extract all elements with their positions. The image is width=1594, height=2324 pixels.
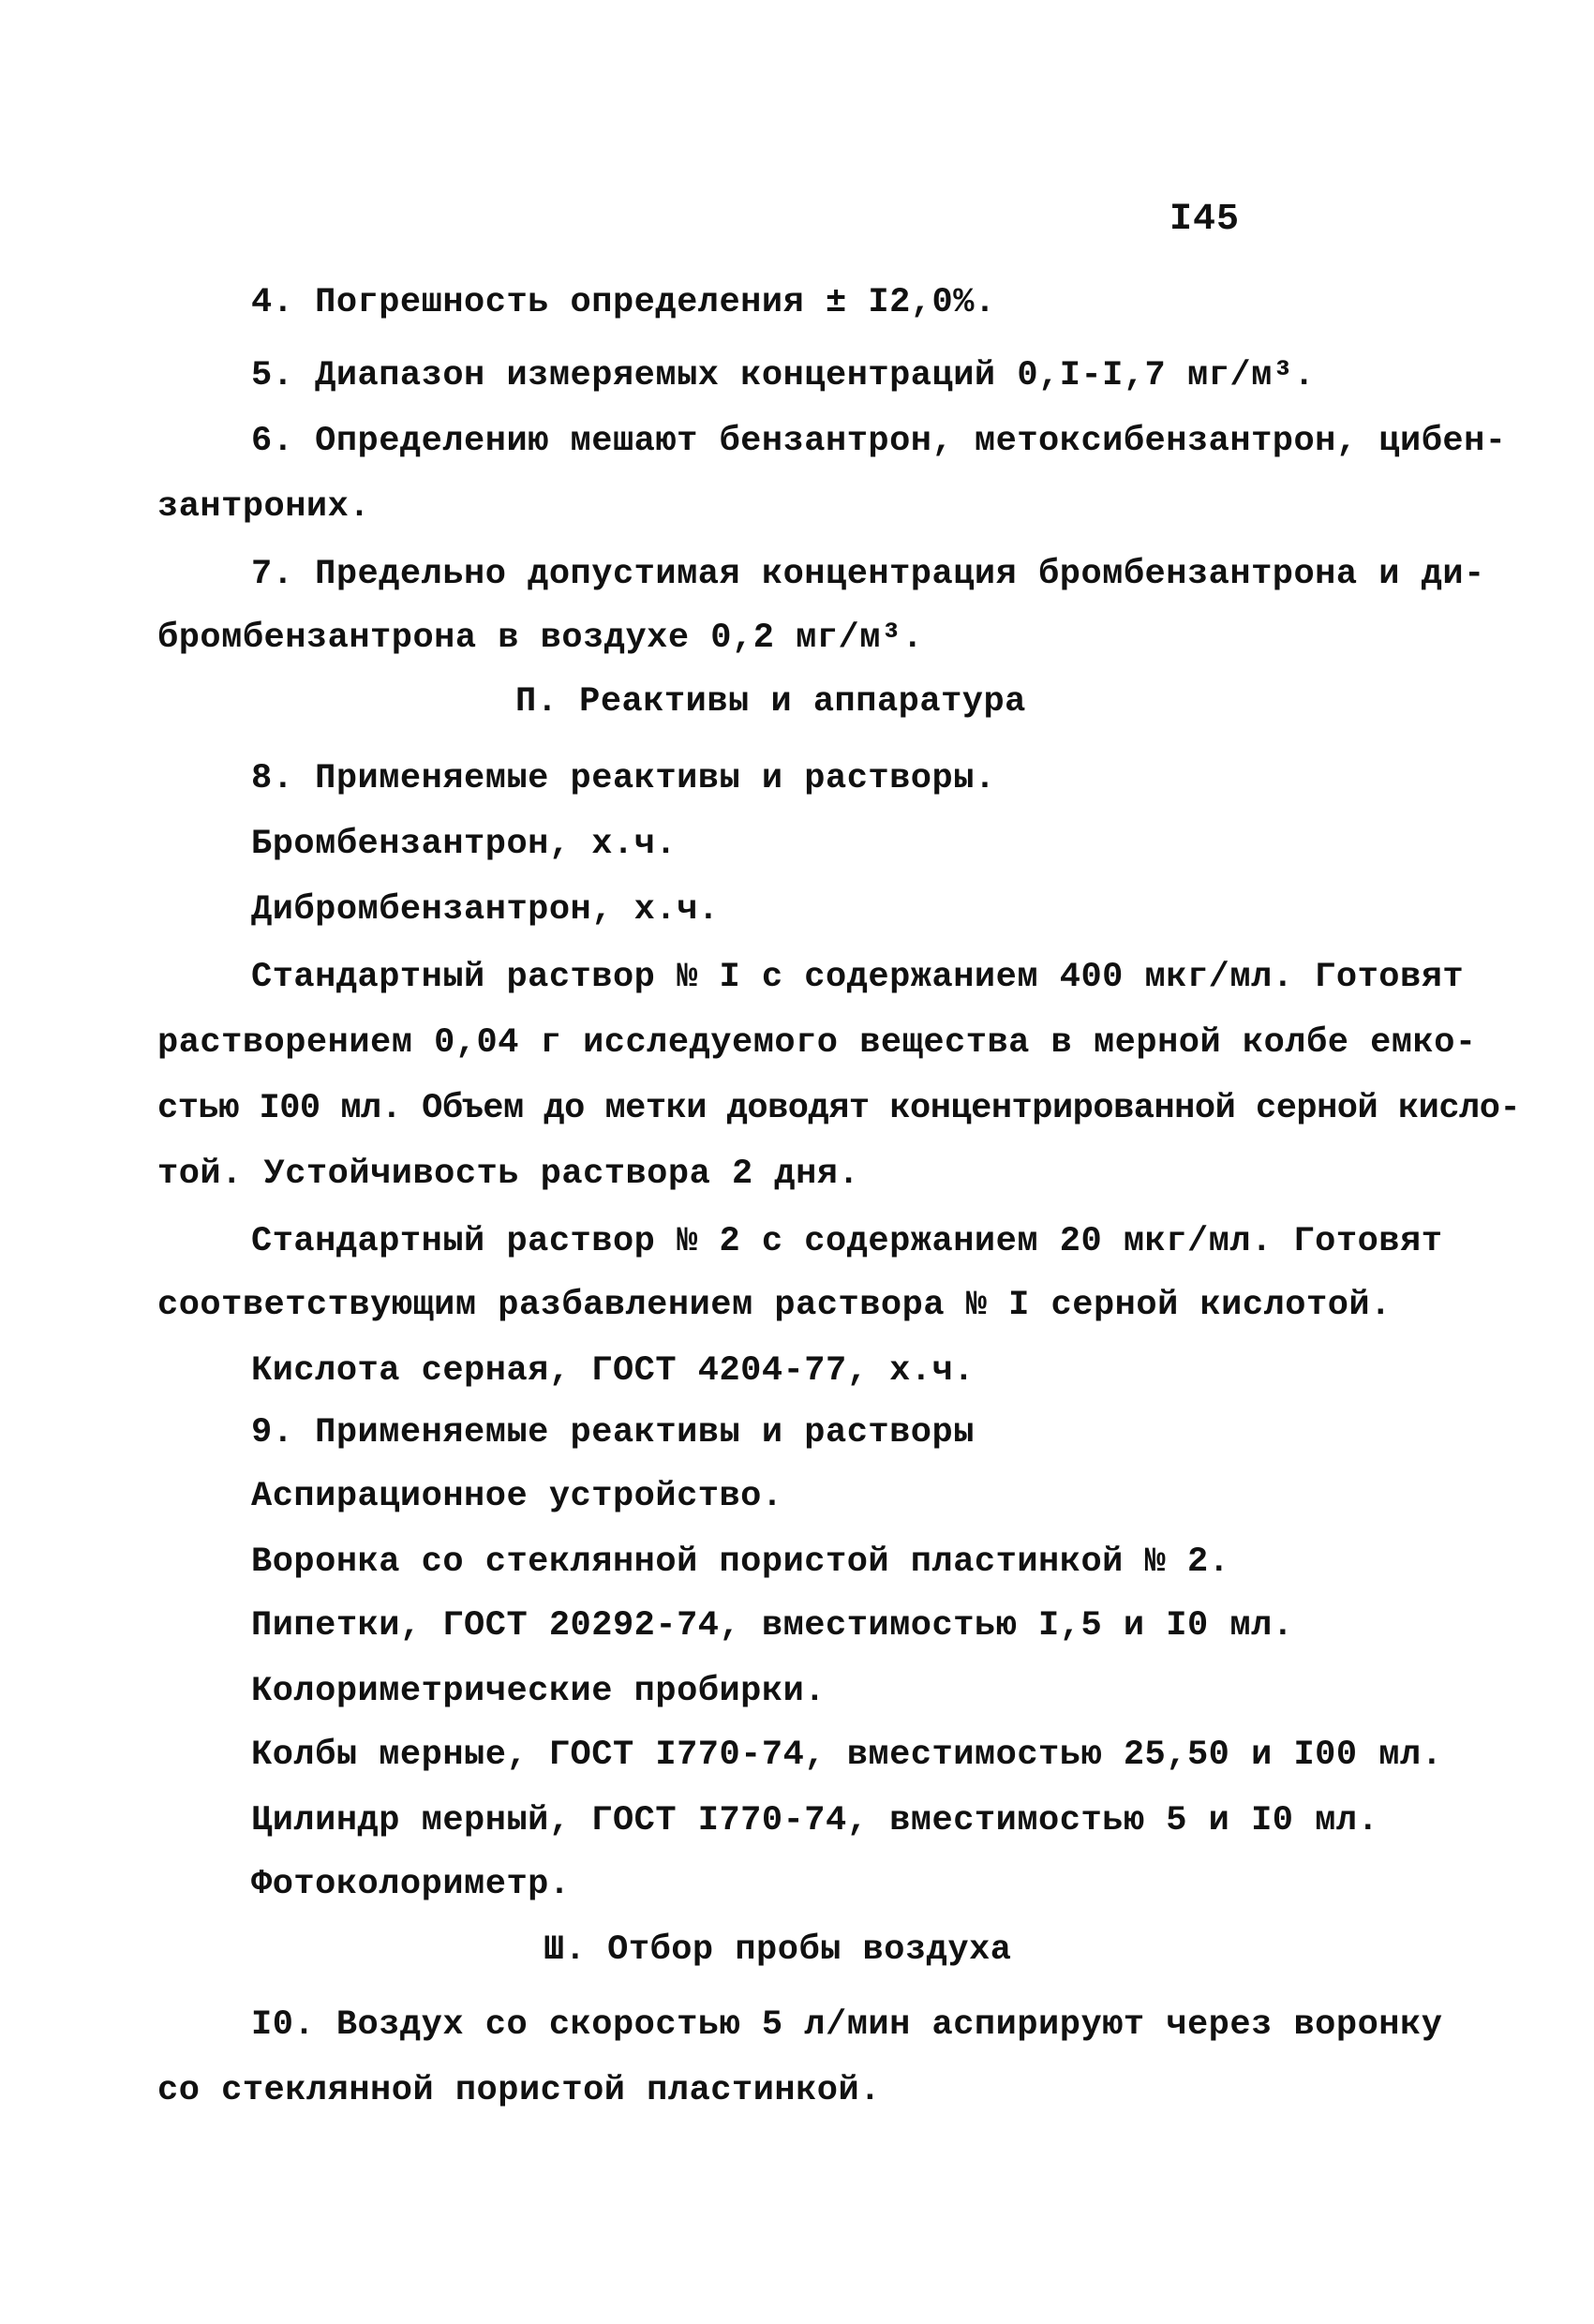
item-9: 9. Применяемые реактивы и растворы xyxy=(251,1413,975,1452)
section-2-heading: П. Реактивы и аппаратура xyxy=(515,682,1026,722)
equipment-test-tubes: Колориметрические пробирки. xyxy=(251,1672,826,1711)
solution-1-line-1: Стандартный раствор № I с содержанием 400 мкг/мл. Готовят xyxy=(251,958,1465,997)
solution-1-line-3: стью I00 мл. Объем до метки доводят концентрированной серной кисло- xyxy=(157,1089,1521,1128)
solution-1-line-4: той. Устойчивость раствора 2 дня. xyxy=(157,1155,860,1194)
equipment-flasks: Колбы мерные, ГОСТ I770-74, вместимостью 25,50 и I00 мл. xyxy=(251,1736,1443,1775)
item-6-line-2: зантроних. xyxy=(157,487,371,527)
item-10-line-1: I0. Воздух со скоростью 5 л/мин аспирируют через воронку xyxy=(251,2005,1443,2045)
section-3-heading: Ш. Отбор пробы воздуха xyxy=(544,1930,1012,1970)
item-8: 8. Применяемые реактивы и растворы. xyxy=(251,759,996,798)
item-4: 4. Погрешность определения ± I2,0%. xyxy=(251,283,996,322)
item-7-line-2: бромбензантрона в воздухе 0,2 мг/м³. xyxy=(157,618,924,658)
solution-2-line-1: Стандартный раствор № 2 с содержанием 20 мкг/мл. Готовят xyxy=(251,1222,1443,1261)
item-10-line-2: со стеклянной пористой пластинкой. xyxy=(157,2071,881,2110)
page-number: I45 xyxy=(1169,199,1241,241)
item-7-line-1: 7. Предельно допустимая концентрация бромбензантрона и ди- xyxy=(251,555,1485,594)
reagent-bromobenzanthrone: Бромбензантрон, х.ч. xyxy=(251,825,678,864)
equipment-funnel: Воронка со стеклянной пористой пластинкой № 2. xyxy=(251,1542,1230,1582)
reagent-dibromobenzanthrone: Дибромбензантрон, х.ч. xyxy=(251,890,720,930)
equipment-aspiration-device: Аспирационное устройство. xyxy=(251,1477,783,1516)
equipment-photocolorimeter: Фотоколориметр. xyxy=(251,1865,571,1904)
item-5: 5. Диапазон измеряемых концентраций 0,I-I,7 мг/м³. xyxy=(251,356,1316,395)
item-6-line-1: 6. Определению мешают бензантрон, метоксибензантрон, цибен- xyxy=(251,422,1507,461)
equipment-pipettes: Пипетки, ГОСТ 20292-74, вместимостью I,5 и I0 мл. xyxy=(251,1606,1294,1646)
equipment-cylinder: Цилиндр мерный, ГОСТ I770-74, вместимостью 5 и I0 мл. xyxy=(251,1801,1379,1840)
solution-2-line-2: соответствующим разбавлением раствора № I серной кислотой. xyxy=(157,1286,1392,1325)
solution-1-line-2: растворением 0,04 г исследуемого вещества в мерной колбе емко- xyxy=(157,1023,1477,1063)
acid-line: Кислота серная, ГОСТ 4204-77, х.ч. xyxy=(251,1351,975,1391)
